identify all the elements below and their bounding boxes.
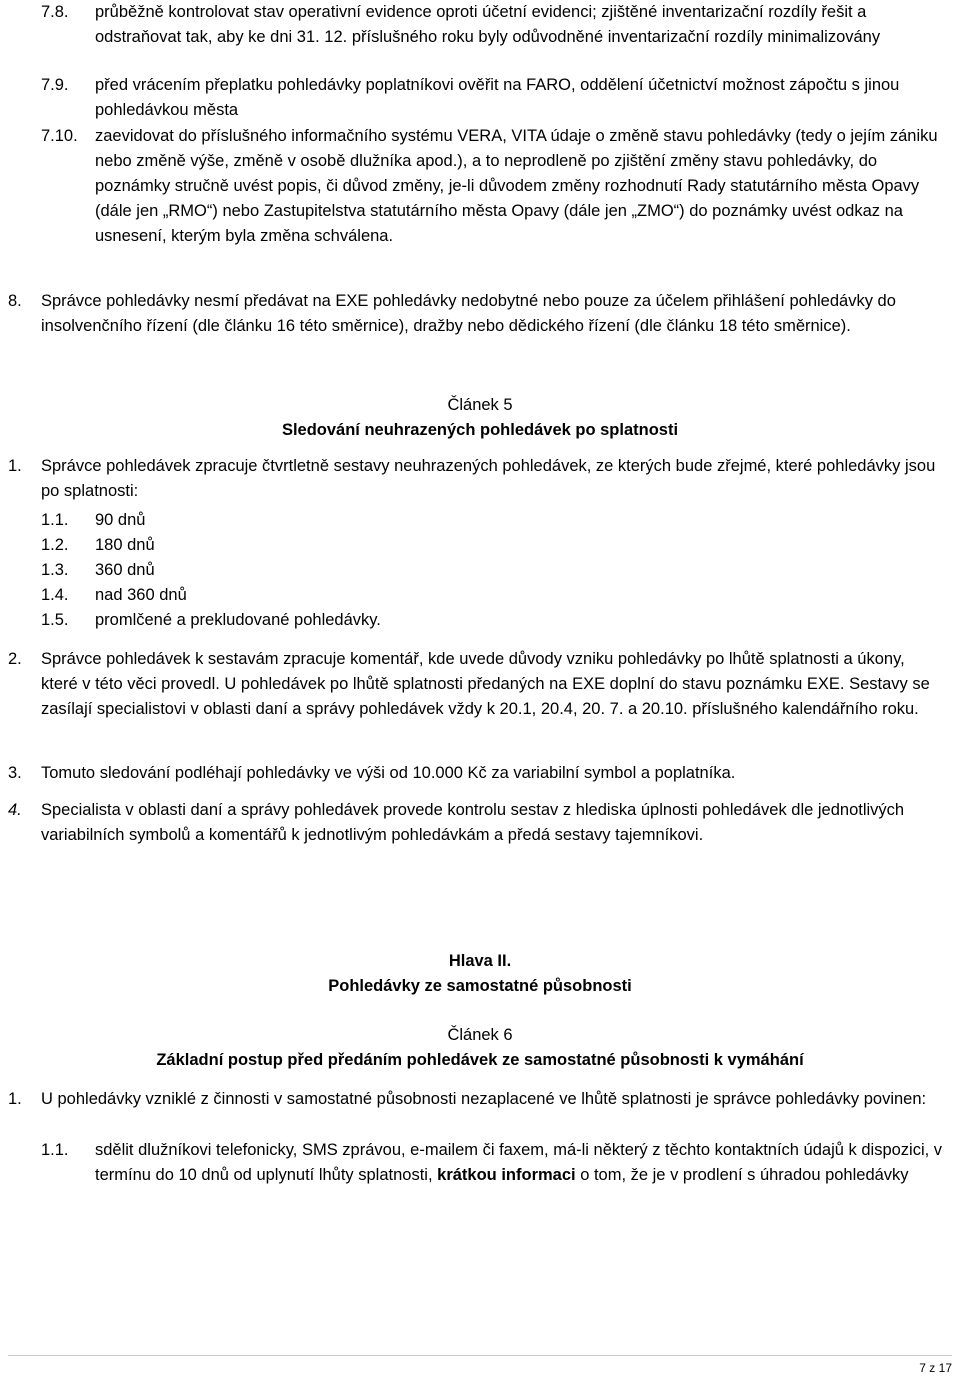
- item-text: 90 dnů: [95, 511, 146, 529]
- footer-divider: [8, 1355, 952, 1356]
- item-text-bold: krátkou informaci: [437, 1166, 576, 1184]
- item-number: 2.: [8, 650, 22, 668]
- item-text: U pohledávky vzniklé z činnosti v samostatné působnosti nezaplacené ve lhůtě splatnosti je správce pohledávky povinen:: [41, 1090, 927, 1108]
- item-text: zaevidovat do příslušného informačního systému VERA, VITA údaje o změně stavu pohledávky (tedy o jejím zániku nebo změně výše, změně v osobě dlužníka apod.), a to neprodleně po zjištění změny stavu pohledávky, do poznámky stručně uvést popis, či důvod změny, je-li důvodem změny rozhodnutí Rady statutárního města Opavy (dále jen „RMO“) nebo Zastupitelstva statutárního města Opavy (dále jen „ZMO“) do poznámky uvést odkaz na usnesení, kterým byla změna schválena.: [95, 127, 938, 245]
- item-text: nad 360 dnů: [95, 586, 187, 604]
- article-6-title: Základní postup před předáním pohledávek ze samostatné působnosti k vymáhání: [156, 1051, 804, 1069]
- item-number: 7.9.: [41, 76, 69, 94]
- item-number: 1.2.: [41, 536, 69, 554]
- item-text: promlčené a prekludované pohledávky.: [95, 611, 381, 629]
- item-number: 8.: [8, 292, 22, 310]
- item-number: 1.: [8, 457, 22, 475]
- item-number: 1.5.: [41, 611, 69, 629]
- item-number: 7.10.: [41, 127, 78, 145]
- item-number: 1.4.: [41, 586, 69, 604]
- item-text: Tomuto sledování podléhají pohledávky ve výši od 10.000 Kč za variabilní symbol a poplatníka.: [41, 764, 736, 782]
- item-text: Specialista v oblasti daní a správy pohledávek provede kontrolu sestav z hlediska úplnosti pohledávek dle jednotlivých variabilních symbolů a komentářů k jednotlivým pohledávkám a předá sestavy tajemníkovi.: [41, 801, 905, 844]
- item-number: 7.8.: [41, 3, 69, 21]
- item-text: průběžně kontrolovat stav operativní evidence oproti účetní evidenci; zjištěné inventarizační rozdíly řešit a odstraňovat tak, aby ke dni 31. 12. příslušného roku byly odůvodněné inventarizační rozdíly minimalizovány: [95, 3, 881, 46]
- article-5-title: Sledování neuhrazených pohledávek po splatnosti: [281, 421, 679, 439]
- item-number: 4.: [8, 801, 22, 819]
- item-number: 1.3.: [41, 561, 69, 579]
- item-number: 1.: [8, 1090, 22, 1108]
- item-text: 360 dnů: [95, 561, 155, 579]
- item-number: 3.: [8, 764, 22, 782]
- item-number: 1.1.: [41, 511, 69, 529]
- item-text: [95, 1138, 944, 1188]
- item-text: Správce pohledávek k sestavám zpracuje komentář, kde uvede důvody vzniku pohledávky po lhůtě splatnosti a úkony, které v této věci provedl. U pohledávek po lhůtě splatnosti předaných na EXE doplní do stavu poznámku EXE. Sestavy se zasílají specialistovi v oblasti daní a správy pohledávek vždy k 20.1, 20.4, 20. 7. a 20.10. příslušného kalendářního roku.: [41, 650, 930, 718]
- page-number: 7 z 17: [919, 1361, 952, 1375]
- item-text: Správce pohledávky nesmí předávat na EXE pohledávky nedobytné nebo pouze za účelem přihlášení pohledávky do insolvenčního řízení (dle článku 16 této směrnice), dražby nebo dědického řízení (dle článku 18 této směrnice).: [41, 292, 896, 335]
- item-text-part-a: sdělit dlužníkovi telefonicky, SMS zprávou, e-mailem či faxem, má-li některý z těchto kontaktních údajů k dispozici, v termínu do 10 dnů od uplynutí lhůty splatnosti,: [95, 1141, 943, 1184]
- item-text: před vrácením přeplatku pohledávky poplatníkovi ověřit na FARO, oddělení účetnictví možnost zápočtu s jinou pohledávkou města: [95, 76, 900, 119]
- hlava-heading: Hlava II.: [448, 952, 512, 970]
- item-text: Správce pohledávek zpracuje čtvrtletně sestavy neuhrazených pohledávek, ze kterých bude zřejmé, které pohledávky jsou po splatnosti:: [41, 457, 936, 500]
- hlava-title: Pohledávky ze samostatné působnosti: [328, 977, 632, 995]
- item-number: 1.1.: [41, 1141, 69, 1159]
- article-6-heading: Článek 6: [447, 1026, 513, 1044]
- item-text-part-b: o tom, že je v prodlení s úhradou pohledávky: [575, 1166, 909, 1184]
- article-5-heading: Článek 5: [447, 396, 513, 414]
- item-text: 180 dnů: [95, 536, 155, 554]
